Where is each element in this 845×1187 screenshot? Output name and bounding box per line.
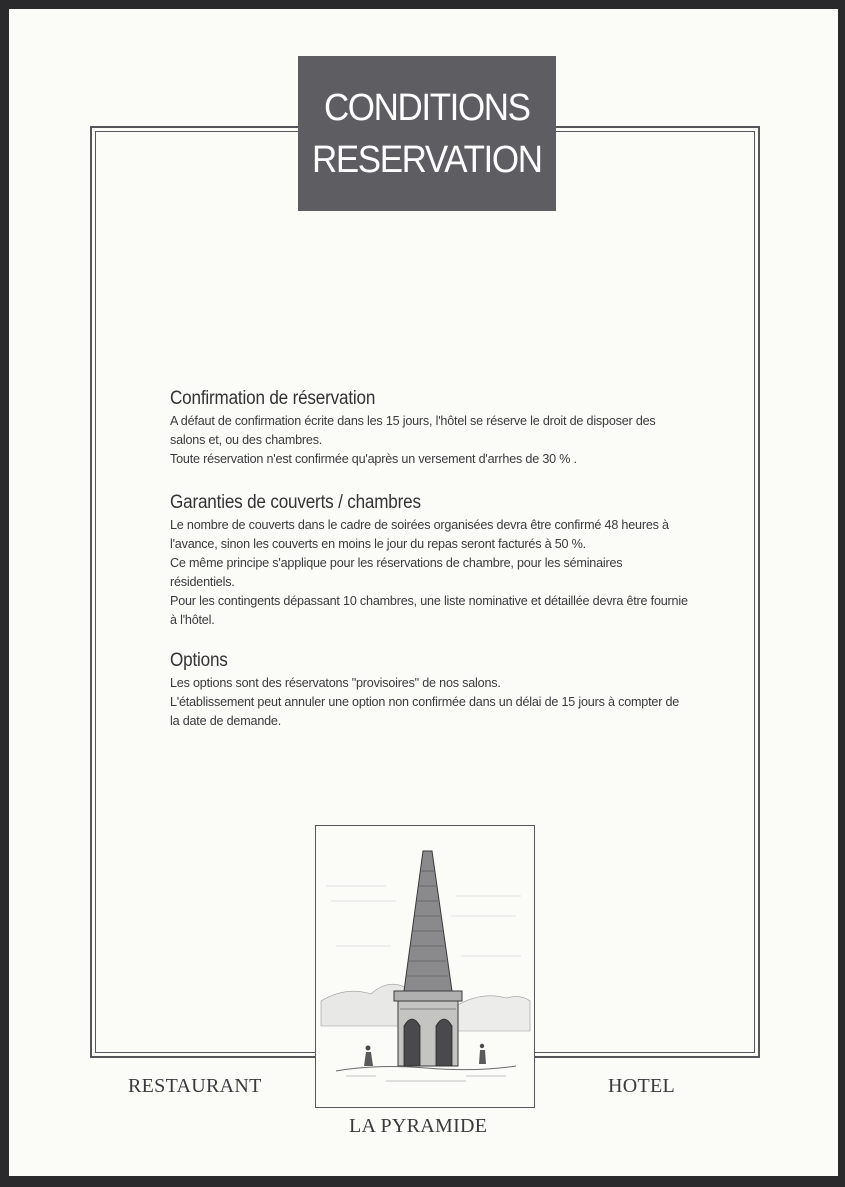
section-paragraph: Les options sont des réservatons "provisoires" de nos salons. (170, 676, 501, 690)
section-paragraph: Toute réservation n'est confirmée qu'après un versement d'arrhes de 30 % . (170, 452, 577, 466)
footer-restaurant: RESTAURANT (128, 1075, 262, 1097)
section-paragraph: Pour les contingents dépassant 10 chambres, une liste nominative et détaillée devra être fournie à l'hôtel. (170, 594, 688, 627)
section-confirmation (170, 386, 690, 469)
section-paragraph: L'établissement peut annuler une option non confirmée dans un délai de 15 jours à compter de la date de demande. (170, 695, 680, 728)
title-banner (298, 56, 556, 211)
title-line-2: RESERVATION (312, 138, 542, 181)
section-paragraph: Le nombre de couverts dans le cadre de soirées organisées devra être confirmé 48 heures à l'avance, sinon les couverts en moins le jour du repas seront facturés à 50 %. (170, 518, 669, 551)
pyramid-drawing-icon (316, 826, 534, 1107)
footer-hotel: HOTEL (608, 1075, 676, 1097)
section-heading: Confirmation de réservation (170, 388, 376, 409)
section-paragraph: Ce même principe s'applique pour les réservations de chambre, pour les séminaires résidentiels. (170, 556, 623, 589)
section-heading: Options (170, 650, 228, 671)
section-garanties (170, 490, 690, 630)
pyramid-illustration (315, 825, 535, 1108)
footer-brand-name: LA PYRAMIDE (349, 1115, 488, 1137)
section-heading: Garanties de couverts / chambres (170, 492, 421, 513)
section-options (170, 648, 690, 731)
title-line-1: CONDITIONS (324, 86, 530, 129)
section-paragraph: A défaut de confirmation écrite dans les 15 jours, l'hôtel se réserve le droit de disposer des salons et, ou des chambres. (170, 414, 656, 447)
